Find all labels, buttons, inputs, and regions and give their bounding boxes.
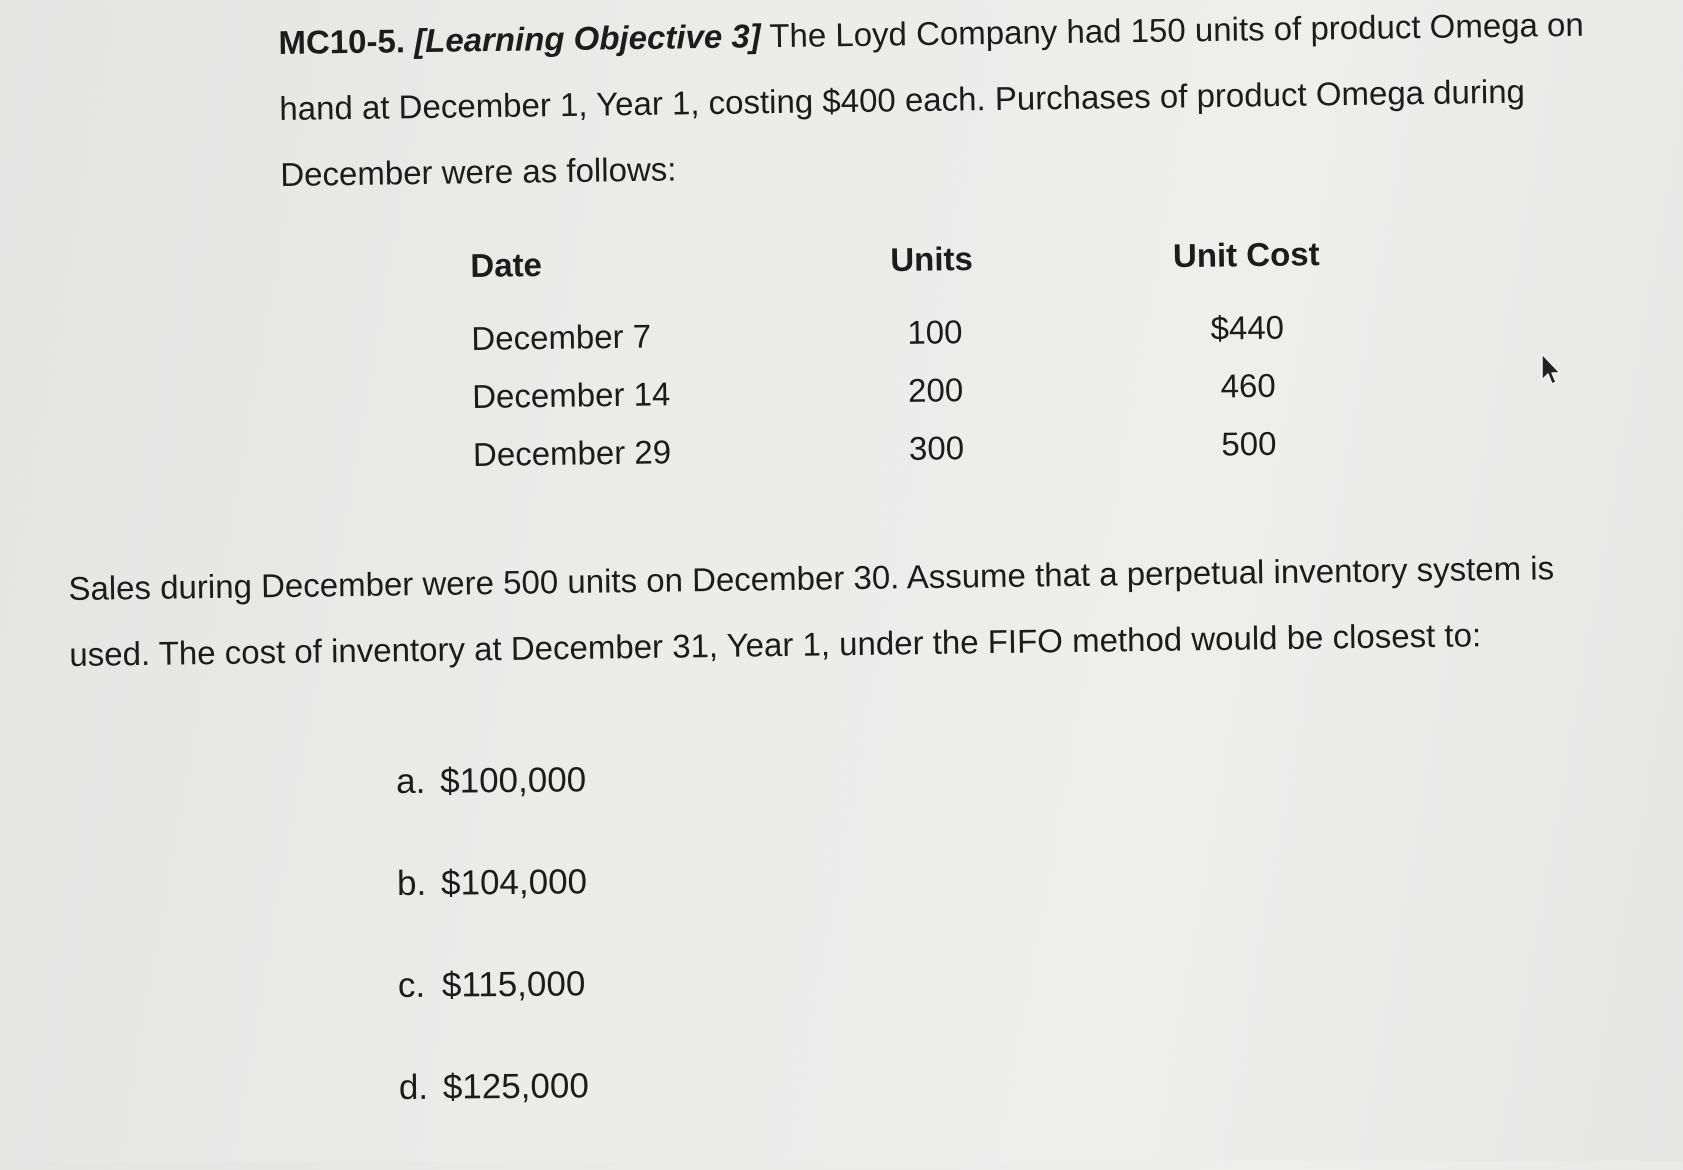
row-units: 200 bbox=[907, 371, 964, 409]
row-date: December 29 bbox=[472, 433, 672, 473]
answer-choices bbox=[396, 760, 590, 1170]
choice-c[interactable] bbox=[398, 964, 589, 1068]
learning-objective: [Learning Objective 3] bbox=[413, 17, 761, 60]
choice-letter: b. bbox=[396, 863, 427, 903]
table-header-row bbox=[470, 228, 1347, 310]
choice-text: $100,000 bbox=[439, 760, 587, 801]
choice-letter: d. bbox=[398, 1067, 429, 1107]
row-unit-cost: 460 bbox=[1220, 366, 1276, 405]
mouse-pointer-icon bbox=[1540, 353, 1564, 387]
choice-letter: a. bbox=[396, 761, 426, 801]
choice-d[interactable] bbox=[399, 1066, 590, 1170]
choice-text: $115,000 bbox=[441, 964, 586, 1005]
choice-b[interactable] bbox=[397, 862, 588, 966]
choice-text: $125,000 bbox=[442, 1066, 589, 1107]
question-id: MC10-5. bbox=[278, 22, 406, 61]
table-row bbox=[473, 414, 1350, 484]
choice-letter: c. bbox=[397, 965, 426, 1005]
row-unit-cost: 500 bbox=[1221, 424, 1277, 463]
question-intro bbox=[278, 0, 1631, 208]
header-date: Date bbox=[470, 246, 543, 284]
choice-a[interactable] bbox=[396, 760, 587, 864]
row-units: 100 bbox=[907, 313, 963, 351]
question-body: Sales during December were 500 units on December 30. Assume that a perpetual inventory system is used. The cost of inventory at December 31, Year 1, under the FIFO method would be closest to: bbox=[68, 549, 1555, 673]
question-intro-text: The Loyd Company had 150 units of product Omega on hand at December 1, Year 1, costing $400 each. Purchases of product Omega during December were as follows: bbox=[279, 5, 1584, 193]
row-date: December 7 bbox=[471, 317, 652, 357]
row-date: December 14 bbox=[471, 375, 671, 415]
header-units: Units bbox=[890, 239, 974, 279]
purchases-table bbox=[470, 228, 1349, 484]
row-unit-cost: $440 bbox=[1210, 308, 1285, 347]
row-units: 300 bbox=[908, 429, 965, 467]
header-unit-cost: Unit Cost bbox=[1172, 235, 1320, 275]
choice-text: $104,000 bbox=[440, 862, 588, 903]
